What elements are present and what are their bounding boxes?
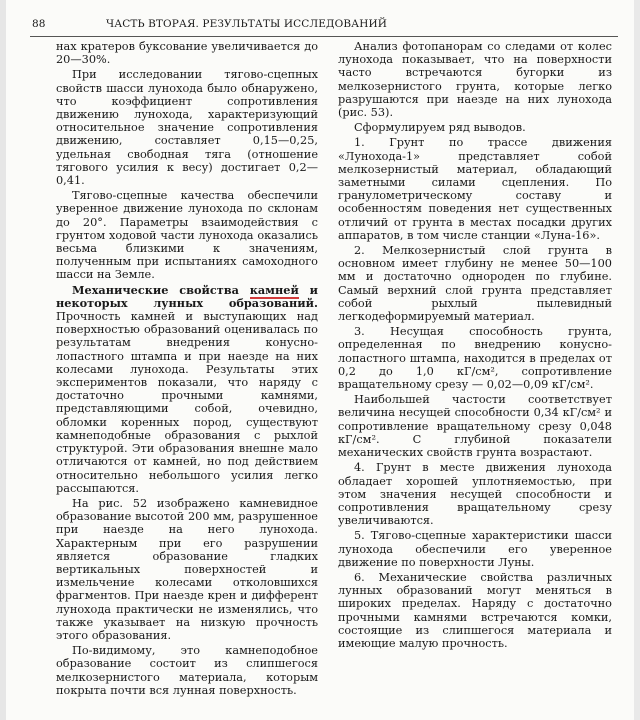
paragraph: 4. Грунт в месте движения лунохода обладает хорошей уплотняемостью, при этом значения несущей способности и сопротивления вращательному срезу увеличиваются.: [338, 461, 612, 528]
section-heading-part: и некоторых лунных образований.: [56, 282, 318, 310]
underlined-word: камней: [249, 282, 299, 297]
left-edge: [0, 0, 6, 720]
paragraph: 5. Тягово-сцепные характеристики шасси лунохода обеспечили его уверенное движение по поверхности Луны.: [338, 529, 612, 569]
paragraph: Анализ фотопанорам со следами от колес лунохода показывает, что на поверхности часто встречаются бугорки из мелкозернистого грунта, которые легко разрушаются при наезде на них лунохода (рис. 53).: [338, 40, 612, 120]
left-column: [56, 40, 318, 710]
page-number: 88: [32, 18, 46, 30]
paragraph: 2. Мелкозернистый слой грунта в основном имеет глубину не менее 50—100 мм и достаточно однороден по глубине. Самый верхний слой грунта представляет собой рыхлый пылевидный легкодеформируемый материал.: [338, 244, 612, 324]
paragraph: 3. Несущая способность грунта, определенная по внедрению конусно-лопастного штампа, находится в пределах от 0,2 до 1,0 кГ/см², сопротивление вращательному срезу — 0,02—0,09 кГ/см².: [338, 325, 612, 392]
right-edge: [634, 0, 640, 720]
paragraph: Наибольшей частости соответствует величина несущей способности 0,34 кГ/см² и сопротивление вращательному срезу 0,048 кГ/см². С глубиной показатели механических свойств грунта возрастают.: [338, 393, 612, 460]
right-column: [338, 40, 612, 710]
paragraph: Тягово-сцепные качества обеспечили уверенное движение лунохода по склонам до 20°. Параметры взаимодействия с грунтом ходовой части лунохода оказались весьма близкими к значениям, полученным при испытаниях самоходного шасси на Земле.: [56, 189, 318, 282]
section-heading-part: Механические свойства: [72, 282, 250, 297]
paragraph: 6. Механические свойства различных лунных образований могут меняться в широких пределах. Наряду с достаточно прочными камнями встречаются комки, состоящие из слипшегося материала и имеющие малую прочность.: [338, 570, 612, 650]
paragraph: 1. Грунт по трассе движения «Лунохода-1» представляет собой мелкозернистый материал, обладающий заметными силами сцепления. По гранулометрическому составу и особенностям поведения нет существенных отличий от грунта в местах посадки других аппаратов, в том числе станции «Луна-16».: [338, 136, 612, 242]
paragraph-mechanical-properties: [56, 284, 318, 495]
paragraph-text: Прочность камней и выступающих над поверхностью образований оценивалась по результатам внедрения конусно-лопастного штампа и при наезде на них колесами лунохода. Результаты этих экспериментов показали, что наряду с достаточно прочными камнями, представляющими собой, очевидно, обломки коренных пород, существуют камнеподобные образования с рыхлой структурой. Эти образования внешне мало отличаются от камней, но под действием относительно небольшого усилия легко рассыпаются.: [56, 310, 318, 495]
running-title: ЧАСТЬ ВТОРАЯ. РЕЗУЛЬТАТЫ ИССЛЕДОВАНИЙ: [106, 18, 387, 30]
paragraph: нах кратеров буксование увеличивается до 20—30%.: [56, 40, 318, 67]
paragraph: Сформулируем ряд выводов.: [354, 121, 526, 135]
paragraph: По-видимому, это камнеподобное образование состоит из слипшегося мелкозернистого материала, которым покрыта почти вся лунная поверхность.: [56, 644, 318, 697]
page-header: [32, 18, 620, 38]
paragraph: На рис. 52 изображено камневидное образование высотой 200 мм, разрушенное при наезде на него лунохода. Характерным при его разрушении является образование гладких вертикальных поверхностей и измельчение колесами отколовшихся фрагментов. При наезде крен и дифферент лунохода практически не изменялись, что также указывает на низкую прочность этого образования.: [56, 496, 318, 642]
header-rule: [30, 36, 618, 37]
paragraph: При исследовании тягово-сцепных свойств шасси лунохода было обнаружено, что коэффициент сопротивления движению лунохода, характеризующий относительное значение сопротивления движению, составляет 0,15—0,25, удельная свободная тяга (отношение тягового усилия к весу) достигает 0,2—0,41.: [56, 68, 318, 188]
